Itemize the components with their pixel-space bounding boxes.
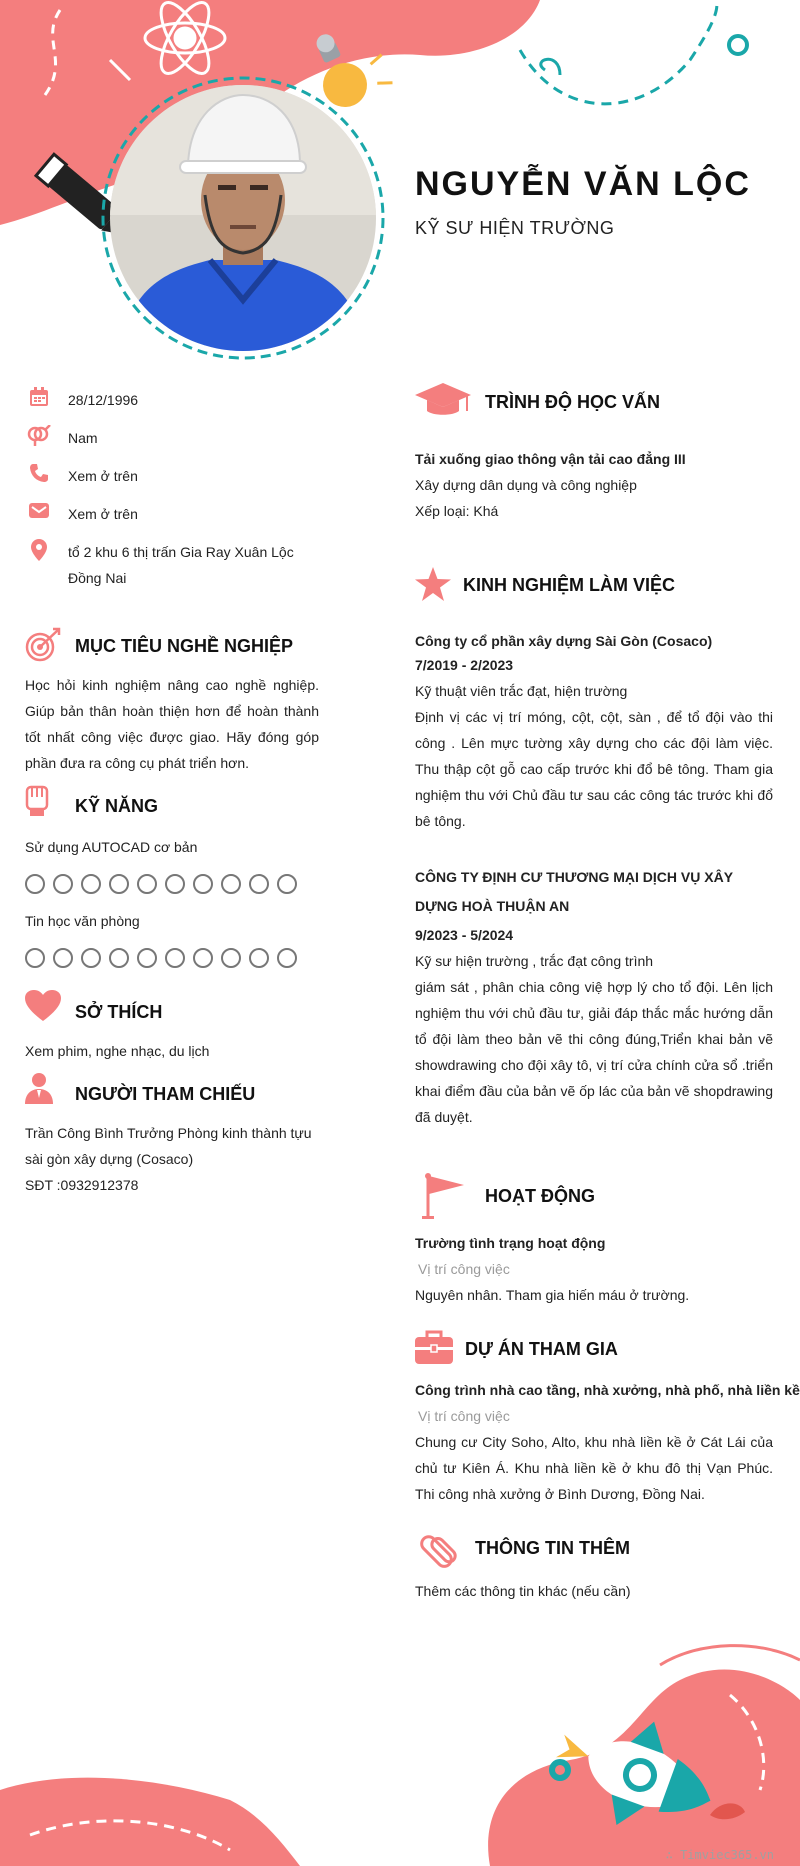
rating-dot xyxy=(25,948,45,968)
rating-dot xyxy=(165,948,185,968)
activities-title: HOẠT ĐỘNG xyxy=(485,1186,595,1206)
target-icon xyxy=(25,627,61,663)
rating-dot xyxy=(53,948,73,968)
reference-line: sài gòn xây dựng (Cosaco) xyxy=(25,1151,194,1167)
job-company: CÔNG TY ĐỊNH CƯ THƯƠNG MẠI DỊCH VỤ XÂY xyxy=(415,869,734,885)
additional-title: THÔNG TIN THÊM xyxy=(475,1538,630,1558)
contact-row-birthday xyxy=(25,387,308,413)
education-grade: Xếp loại: Khá xyxy=(415,503,499,519)
hobbies-text: Xem phim, nghe nhạc, du lịch xyxy=(25,1043,210,1059)
gender-text: Nam xyxy=(68,430,98,446)
contact-row-gender xyxy=(25,425,308,451)
rating-dot xyxy=(221,874,241,894)
contact-row-address xyxy=(25,539,308,591)
email-icon xyxy=(25,501,53,525)
activity-org: Trường tình trạng hoạt động xyxy=(415,1235,606,1251)
heart-icon xyxy=(25,990,61,1022)
rating-dot xyxy=(53,874,73,894)
experience-title: KINH NGHIỆM LÀM VIỆC xyxy=(463,575,676,595)
project-description: Chung cư City Soho, Alto, khu nhà liền kề ở Cát Lái của chủ tư Kiên Á. Khu nhà liền kề ở khu đô thị Vạn Phúc. Thi công nhà xưởng ở Bình Dương, Đồng Nai. xyxy=(415,1434,773,1502)
job-description: giám sát , phân chia công việ hợp lý cho tổ đội. Lên lịch nghiệm thu với chủ đầu tư, giải đáp thắc mắc hướng dẫn tổ đội làm theo bản vẽ thi công đúng,Triển khai bản vẽ showdrawing cho đội xây tô, vị trí cửa chính cửa sổ .triển khai điểm đầu của bản vẽ ốp lác của bản vẽ shopdrawing đã duyệt. xyxy=(415,979,773,1125)
rating-dot xyxy=(137,874,157,894)
activity-description: Nguyên nhân. Tham gia hiến máu ở trường. xyxy=(415,1287,690,1303)
job-period: 7/2019 - 2/2023 xyxy=(415,657,514,673)
skill-name: Sử dụng AUTOCAD cơ bản xyxy=(25,839,198,855)
activity-position: Vị trí công việc xyxy=(418,1261,510,1277)
contact-row-phone xyxy=(25,463,308,489)
skill-rating xyxy=(25,874,297,894)
watermark: ∴ Timviec365.vn xyxy=(665,1848,774,1862)
rating-dot xyxy=(249,874,269,894)
references-title: NGƯỜI THAM CHIẾU xyxy=(75,1084,256,1104)
rating-dot xyxy=(109,874,129,894)
rating-dot xyxy=(25,874,45,894)
project-position: Vị trí công việc xyxy=(418,1408,510,1424)
skill-rating xyxy=(25,948,297,968)
rating-dot xyxy=(249,948,269,968)
email-text[interactable]: Xem ở trên xyxy=(68,506,138,522)
job-position: Kỹ sư hiện trường , trắc đạt công trình xyxy=(415,953,654,969)
flag-icon xyxy=(420,1172,466,1220)
education-title: TRÌNH ĐỘ HỌC VẤN xyxy=(485,392,660,412)
reference-line: Trần Công Bình Trưởng Phòng kinh thành tựu xyxy=(25,1125,312,1141)
person-icon xyxy=(25,1072,53,1104)
reference-phone: SĐT :0932912378 xyxy=(25,1177,139,1193)
rating-dot xyxy=(277,874,297,894)
birthday-text: 28/12/1996 xyxy=(68,392,139,408)
projects-title: DỰ ÁN THAM GIA xyxy=(465,1339,618,1359)
school-name: Tải xuống giao thông vận tải cao đẳng III xyxy=(415,451,686,467)
profile-photo xyxy=(110,85,376,351)
rating-dot xyxy=(277,948,297,968)
graduation-cap-icon xyxy=(415,383,471,417)
job-title: KỸ SƯ HIỆN TRƯỜNG xyxy=(415,218,615,238)
briefcase-icon xyxy=(415,1330,453,1364)
candidate-name: NGUYỄN VĂN LỘC xyxy=(415,165,751,203)
rating-dot xyxy=(193,948,213,968)
rating-dot xyxy=(81,874,101,894)
job-position: Kỹ thuật viên trắc đạt, hiện trường xyxy=(415,683,628,699)
contact-row-email xyxy=(25,501,308,527)
skills-title: KỸ NĂNG xyxy=(75,796,159,816)
rating-dot xyxy=(221,948,241,968)
rating-dot xyxy=(137,948,157,968)
calendar-icon xyxy=(25,387,53,411)
education-major: Xây dựng dân dụng và công nghiệp xyxy=(415,477,637,493)
star-icon xyxy=(415,567,451,601)
job-company: Công ty cổ phần xây dựng Sài Gòn (Cosaco) xyxy=(415,633,713,649)
rating-dot xyxy=(165,874,185,894)
skill-name: Tin học văn phòng xyxy=(25,913,140,929)
rating-dot xyxy=(81,948,101,968)
objective-title: MỤC TIÊU NGHỀ NGHIỆP xyxy=(75,636,294,656)
job-period: 9/2023 - 5/2024 xyxy=(415,927,514,943)
phone-icon xyxy=(25,463,53,487)
phone-text[interactable]: Xem ở trên xyxy=(68,468,138,484)
objective-text: Học hỏi kinh nghiệm nâng cao nghề nghiệp. Giúp bản thân hoàn thiện hơn để hoàn thành tốt nhất công việc được giao. Hãy đóng góp phần đưa ra công cụ phát triển hơn. xyxy=(25,677,319,771)
project-name: Công trình nhà cao tầng, nhà xưởng, nhà phố, nhà liền kề xyxy=(415,1382,800,1398)
job-description: Định vị các vị trí móng, cột, cột, sàn , để tổ đội vào thi công . Lên mực tường xây dựng cho các đội làm việc. Thu thập cột gỗ cao cấp trước khi đổ bê tông. Tham gia nghiệm thu với Chủ đầu tư sau các công tác trước khi đổ bê tông. xyxy=(415,709,773,829)
rating-dot xyxy=(193,874,213,894)
paperclip-icon xyxy=(418,1526,462,1570)
fist-icon xyxy=(25,785,53,819)
address-text: tổ 2 khu 6 thị trấn Gia Ray Xuân Lộc Đồng Nai xyxy=(68,544,294,586)
location-icon xyxy=(25,539,53,563)
rating-dot xyxy=(109,948,129,968)
additional-text: Thêm các thông tin khác (nếu cần) xyxy=(415,1583,631,1599)
job-company: DỰNG HOÀ THUẬN AN xyxy=(415,898,570,914)
gender-icon xyxy=(25,425,53,449)
hobbies-title: SỞ THÍCH xyxy=(75,1002,163,1022)
